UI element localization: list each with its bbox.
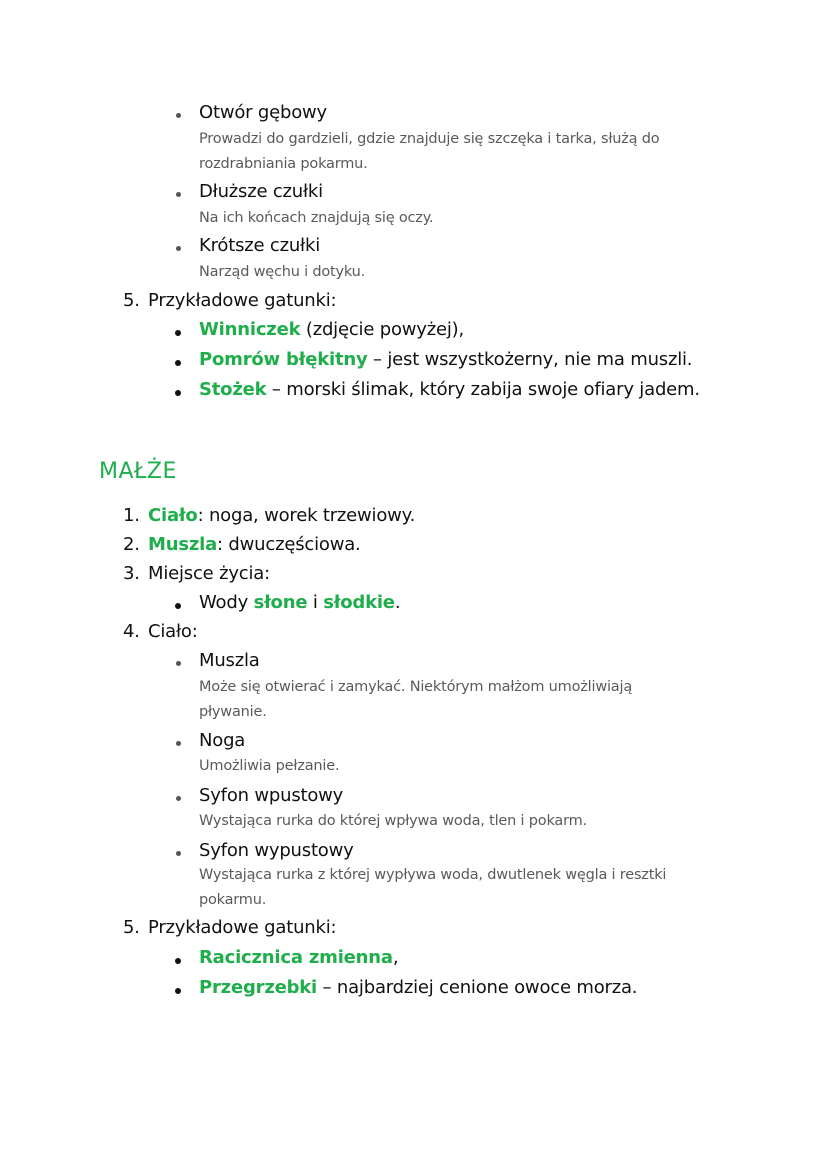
body-part-desc: rozdrabniania pokarmu. <box>199 156 368 172</box>
bullet-icon <box>176 741 181 746</box>
species-item <box>199 379 700 400</box>
body-part-desc: Umożliwia pełzanie. <box>199 758 340 774</box>
list-number: 1. <box>123 505 140 526</box>
species-name: Przegrzebki <box>199 977 318 998</box>
list-label: Miejsce życia: <box>148 563 270 584</box>
body-part-title: Dłuższe czułki <box>199 181 323 202</box>
habitat-fresh: słodkie <box>323 592 395 613</box>
body-part-desc: pokarmu. <box>199 892 267 908</box>
list-number: 4. <box>123 621 140 642</box>
bullet-icon <box>175 390 181 396</box>
bullet-icon <box>175 360 181 366</box>
body-part-desc: Prowadzi do gardzieli, gdzie znajduje się szczęka i tarka, służą do <box>199 131 660 147</box>
list-label: Przykładowe gatunki: <box>148 290 337 311</box>
list-number: 5. <box>123 290 140 311</box>
list-label: Przykładowe gatunki: <box>148 917 337 938</box>
species-desc: – najbardziej cenione owoce morza. <box>317 977 638 998</box>
species-desc: , <box>392 947 399 968</box>
habitat-suffix: . <box>394 592 401 613</box>
list-number: 3. <box>123 563 140 584</box>
species-item <box>199 977 637 998</box>
bullet-icon <box>176 113 181 118</box>
species-name: Stożek <box>199 379 267 400</box>
habitat-salt: słone <box>253 592 308 613</box>
habitat-mid: i <box>307 592 324 613</box>
list-number: 2. <box>123 534 140 555</box>
habitat-item <box>199 592 400 613</box>
list-item <box>148 505 415 526</box>
species-desc: – morski ślimak, który zabija swoje ofiary jadem. <box>266 379 700 400</box>
body-part-title: Noga <box>199 730 246 751</box>
body-part-desc: Na ich końcach znajdują się oczy. <box>199 210 434 226</box>
species-name: Pomrów błękitny <box>199 349 368 370</box>
body-part-title: Syfon wypustowy <box>199 840 354 861</box>
species-item <box>199 349 692 370</box>
species-name: Racicznica zmienna <box>199 947 393 968</box>
body-part-title: Muszla <box>199 650 260 671</box>
body-part-desc: Wystająca rurka do której wpływa woda, tlen i pokarm. <box>199 813 587 829</box>
list-label: Ciało: <box>148 621 198 642</box>
bullet-icon <box>175 603 181 609</box>
bullet-icon <box>176 796 181 801</box>
highlight-term: Muszla <box>148 534 218 555</box>
bullet-icon <box>176 192 181 197</box>
body-part-title: Krótsze czułki <box>199 235 320 256</box>
species-item <box>199 947 398 968</box>
body-part-desc: Wystająca rurka z której wypływa woda, dwutlenek węgla i resztki <box>199 867 667 883</box>
list-number: 5. <box>123 917 140 938</box>
bullet-icon <box>175 958 181 964</box>
body-part-title: Otwór gębowy <box>199 102 327 123</box>
bullet-icon <box>176 661 181 666</box>
body-part-desc: pływanie. <box>199 704 267 720</box>
list-item <box>148 534 361 555</box>
item-text: : dwuczęściowa. <box>217 534 361 555</box>
bullet-icon <box>175 988 181 994</box>
body-part-desc: Może się otwierać i zamykać. Niektórym małżom umożliwiają <box>199 679 633 695</box>
item-text: : noga, worek trzewiowy. <box>197 505 416 526</box>
species-desc: – jest wszystkożerny, nie ma muszli. <box>367 349 693 370</box>
bullet-icon <box>176 851 181 856</box>
highlight-term: Ciało <box>148 505 198 526</box>
species-item <box>199 319 464 340</box>
bullet-icon <box>175 330 181 336</box>
species-name: Winniczek <box>199 319 301 340</box>
body-part-desc: Narząd węchu i dotyku. <box>199 264 366 280</box>
bullet-icon <box>176 246 181 251</box>
habitat-prefix: Wody <box>199 592 254 613</box>
species-desc: (zdjęcie powyżej), <box>300 319 465 340</box>
section-heading: MAŁŻE <box>99 459 177 484</box>
body-part-title: Syfon wpustowy <box>199 785 344 806</box>
